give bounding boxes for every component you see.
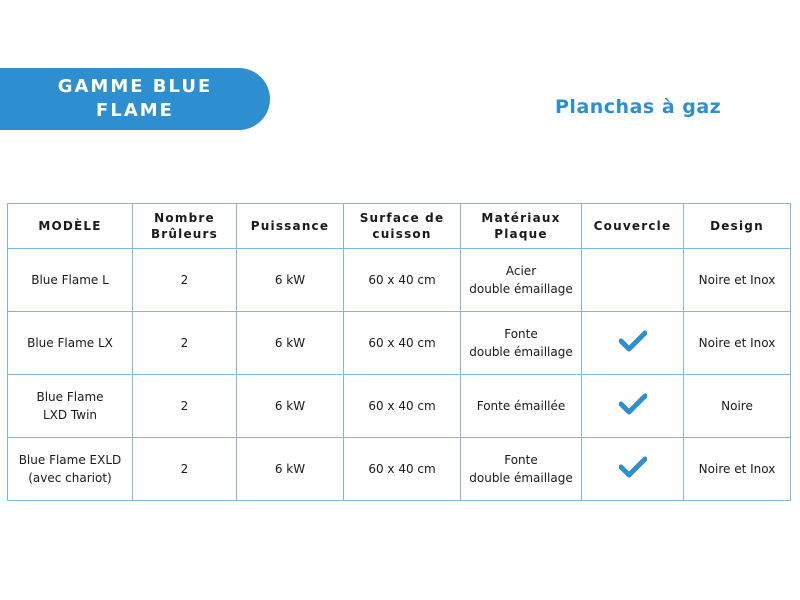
cell-burners: 2 [133,375,237,438]
cell-power: 6 kW [237,312,344,375]
table-row [8,438,791,501]
cell-lid [582,312,684,375]
checkmark-icon [619,330,647,352]
cell-model: Blue Flame L [8,249,133,312]
checkmark-icon [619,393,647,415]
header-design: Design [684,204,791,249]
cell-material: Fonte double émaillage [461,312,582,375]
cell-design: Noire et Inox [684,249,791,312]
cell-burners: 2 [133,438,237,501]
header-material: Matériaux Plaque [461,204,582,249]
cell-power: 6 kW [237,438,344,501]
range-banner [0,68,270,130]
header-burners: Nombre Brûleurs [133,204,237,249]
cell-power: 6 kW [237,249,344,312]
table-row [8,312,791,375]
cell-material: Fonte émaillée [461,375,582,438]
cell-lid [582,375,684,438]
page-subtitle: Planchas à gaz [555,96,722,118]
cell-burners: 2 [133,249,237,312]
cell-material: Acier double émaillage [461,249,582,312]
cell-model: Blue Flame LXD Twin [8,375,133,438]
specs-table [7,203,791,501]
table-row [8,249,791,312]
cell-surface: 60 x 40 cm [344,249,461,312]
header-lid: Couvercle [582,204,684,249]
header-model: MODÈLE [8,204,133,249]
cell-design: Noire et Inox [684,312,791,375]
cell-surface: 60 x 40 cm [344,438,461,501]
banner-title: GAMME BLUE FLAME [57,76,213,121]
checkmark-icon [619,456,647,478]
cell-lid [582,438,684,501]
cell-power: 6 kW [237,375,344,438]
cell-design: Noire et Inox [684,438,791,501]
cell-lid [582,249,684,312]
cell-surface: 60 x 40 cm [344,312,461,375]
table-header-row [8,204,791,249]
header-power: Puissance [237,204,344,249]
cell-surface: 60 x 40 cm [344,375,461,438]
cell-burners: 2 [133,312,237,375]
header-surface: Surface de cuisson [344,204,461,249]
cell-material: Fonte double émaillage [461,438,582,501]
cell-design: Noire [684,375,791,438]
table-row [8,375,791,438]
cell-model: Blue Flame EXLD (avec chariot) [8,438,133,501]
cell-model: Blue Flame LX [8,312,133,375]
